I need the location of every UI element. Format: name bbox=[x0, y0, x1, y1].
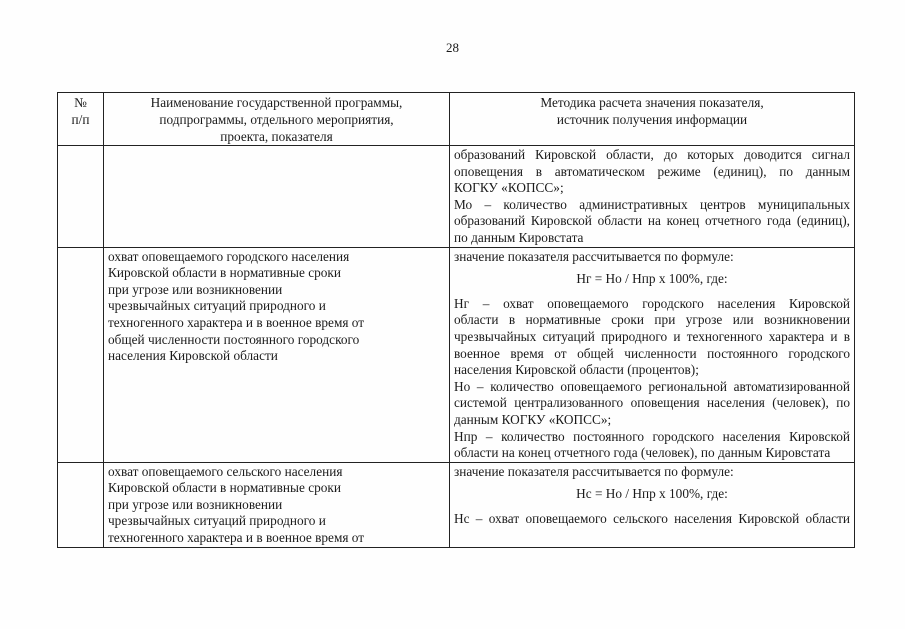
method-intro: значение показателя рассчитывается по формуле: bbox=[454, 248, 734, 264]
name-line: техногенного характера и в военное время от bbox=[108, 530, 365, 546]
name-line: населения Кировской области bbox=[108, 348, 278, 364]
header-method-line: источник получения информации bbox=[556, 112, 748, 127]
indicator-table bbox=[57, 92, 855, 548]
method-line: области на конец отчетного года (человек), по данным Кировстата bbox=[454, 445, 831, 461]
method-line: образований Кировской области, до которых доводится сигнал bbox=[454, 147, 850, 162]
method-line: оповещения в автоматическом режиме (единиц), по данным bbox=[454, 163, 850, 179]
name-line: техногенного характера и в военное время от bbox=[108, 314, 365, 330]
name-line: при угрозе или возникновении bbox=[108, 281, 283, 297]
name-line: чрезвычайных ситуаций природного и bbox=[108, 513, 326, 529]
header-number-line: п/п bbox=[71, 112, 90, 127]
method-line: области в нормативные сроки при угрозе или возникновении bbox=[454, 312, 850, 328]
table-row bbox=[58, 146, 855, 248]
method-line: образований Кировской области на конец отчетного года (единиц), bbox=[454, 213, 850, 229]
method-line: населения Кировской области (процентов); bbox=[454, 362, 699, 378]
header-name-line: проекта, показателя bbox=[220, 129, 333, 144]
method-line: КОГКУ «КОПСС»; bbox=[454, 180, 564, 196]
header-method-line: Методика расчета значения показателя, bbox=[540, 95, 764, 110]
name-line: чрезвычайных ситуаций природного и bbox=[108, 298, 326, 314]
row-name-cell bbox=[104, 247, 450, 462]
row-method-cell bbox=[450, 462, 855, 547]
method-intro: значение показателя рассчитывается по формуле: bbox=[454, 463, 734, 479]
table-row bbox=[58, 462, 855, 547]
table-row bbox=[58, 247, 855, 462]
header-name bbox=[104, 93, 450, 146]
method-line: чрезвычайных ситуаций природного и техногенного характера и в bbox=[454, 328, 850, 344]
row-number-cell bbox=[58, 247, 104, 462]
name-line: при угрозе или возникновении bbox=[108, 496, 283, 512]
formula: Нс = Но / Нпр х 100%, где: bbox=[576, 486, 728, 502]
header-number bbox=[58, 93, 104, 146]
name-line: Кировской области в нормативные сроки bbox=[108, 265, 341, 281]
method-line: Нпр – количество постоянного городского населения Кировской bbox=[454, 428, 850, 444]
formula: Нг = Но / Нпр х 100%, где: bbox=[576, 271, 728, 287]
header-name-line: Наименование государственной программы, bbox=[150, 95, 403, 110]
row-method-cell bbox=[450, 146, 855, 248]
table-header-row bbox=[58, 93, 855, 146]
method-line: системой централизованного оповещения населения (человек), по bbox=[454, 395, 850, 411]
row-number-cell bbox=[58, 146, 104, 248]
row-name-cell bbox=[104, 146, 450, 248]
header-method bbox=[450, 93, 855, 146]
page-number: 28 bbox=[446, 40, 459, 55]
method-line: военное время от общей численности постоянного городского bbox=[454, 345, 850, 361]
name-line: общей численности постоянного городского bbox=[108, 331, 360, 347]
row-name-cell bbox=[104, 462, 450, 547]
name-line: охват оповещаемого городского населения bbox=[108, 248, 350, 264]
method-line: Нг – охват оповещаемого городского населения Кировской bbox=[454, 295, 850, 311]
name-line: охват оповещаемого сельского населения bbox=[108, 463, 343, 479]
method-line: данным КОГКУ «КОПСС»; bbox=[454, 411, 612, 427]
header-name-line: подпрограммы, отдельного мероприятия, bbox=[159, 112, 394, 127]
header-number-line: № bbox=[74, 95, 87, 110]
method-line: Нс – охват оповещаемого сельского населения Кировской области bbox=[454, 510, 850, 526]
method-line: по данным Кировстата bbox=[454, 229, 584, 245]
row-number-cell bbox=[58, 462, 104, 547]
method-line: Но – количество оповещаемого региональной автоматизированной bbox=[454, 378, 850, 394]
name-line: Кировской области в нормативные сроки bbox=[108, 480, 341, 496]
row-method-cell bbox=[450, 247, 855, 462]
method-line: Мо – количество административных центров муниципальных bbox=[454, 196, 850, 212]
